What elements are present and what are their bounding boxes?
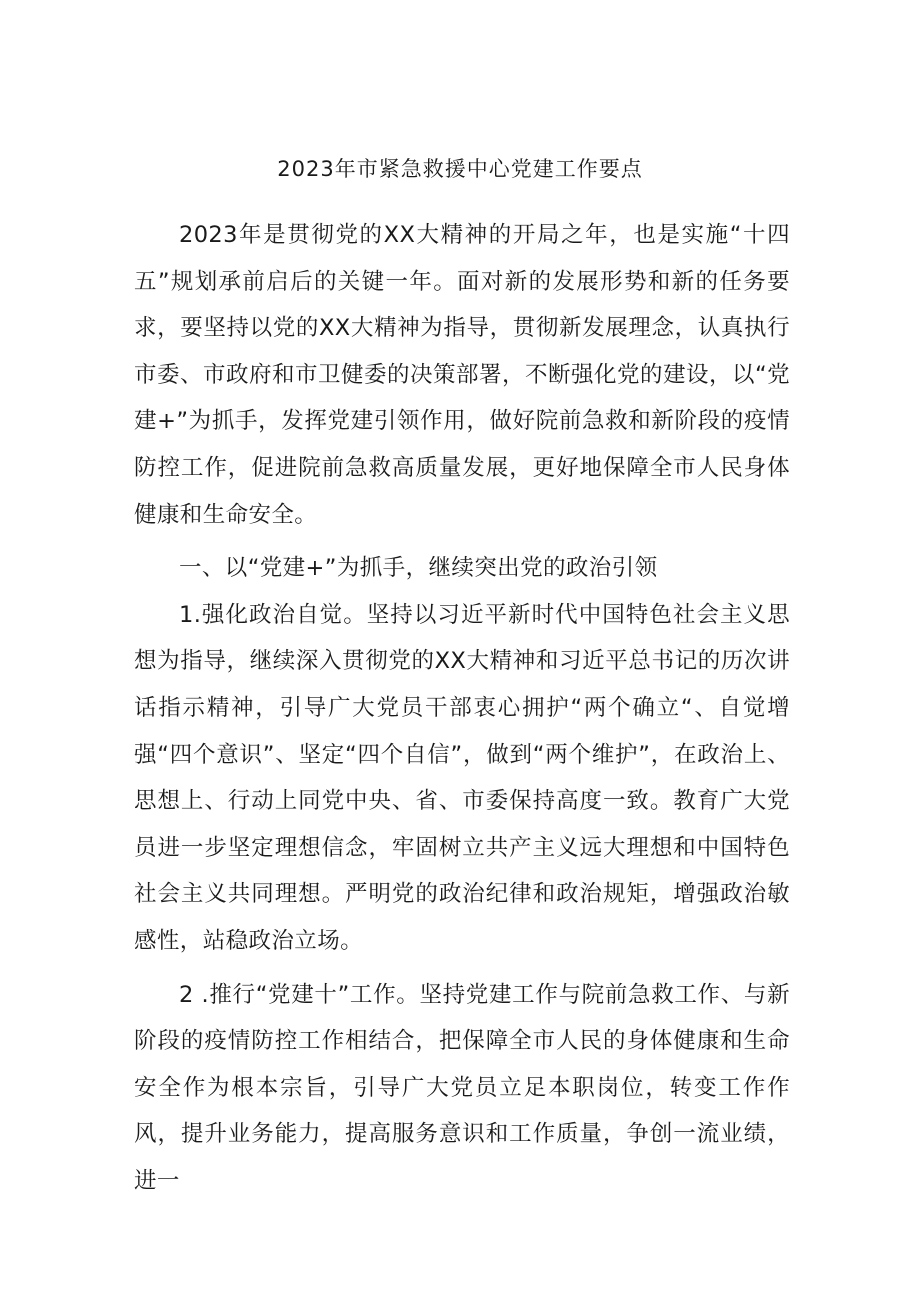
item-1-paragraph: 1.强化政治自觉。坚持以习近平新时代中国特色社会主义思想为指导，继续深入贯彻党的XX大精神和习近平总书记的历次讲话指示精神，引导广大党员干部衷心拥护“两个确立“、自觉增强“四个意识”、坚定“四个自信”，做到“两个维护”，在政治上、思想上、行动上同党中央、省、市委保持高度一致。教育广大党员进一步坚定理想信念，牢固树立共产主义远大理想和中国特色社会主义共同理想。严明党的政治纪律和政治规矩，增强政治敏感性，站稳政治立场。 xyxy=(134,601,790,954)
item-2-paragraph: 2 .推行“党建十”工作。坚持党建工作与院前急救工作、与新阶段的疫情防控工作相结合，把保障全市人民的身体健康和生命安全作为根本宗旨，引导广大党员立足本职岗位，转变工作作风，提升业务能力，提高服务意识和工作质量，争创一流业绩，进一 xyxy=(134,981,790,1194)
document-body xyxy=(134,212,790,1204)
document-title: 2023年市紧急救援中心党建工作要点 xyxy=(277,157,643,181)
section-1-heading: 一、以“党建+”为抓手，继续突出党的政治引领 xyxy=(179,555,658,582)
intro-paragraph: 2023年是贯彻党的XX大精神的开局之年，也是实施“十四五”规划承前启后的关键一年。面对新的发展形势和新的任务要求，要坚持以党的XX大精神为指导，贯彻新发展理念，认真执行市委、市政府和市卫健委的决策部署，不断强化党的建设，以“党建+”为抓手，发挥党建引领作用，做好院前急救和新阶段的疫情防控工作，促进院前急救高质量发展，更好地保障全市人民身体健康和生命安全。 xyxy=(134,222,790,528)
